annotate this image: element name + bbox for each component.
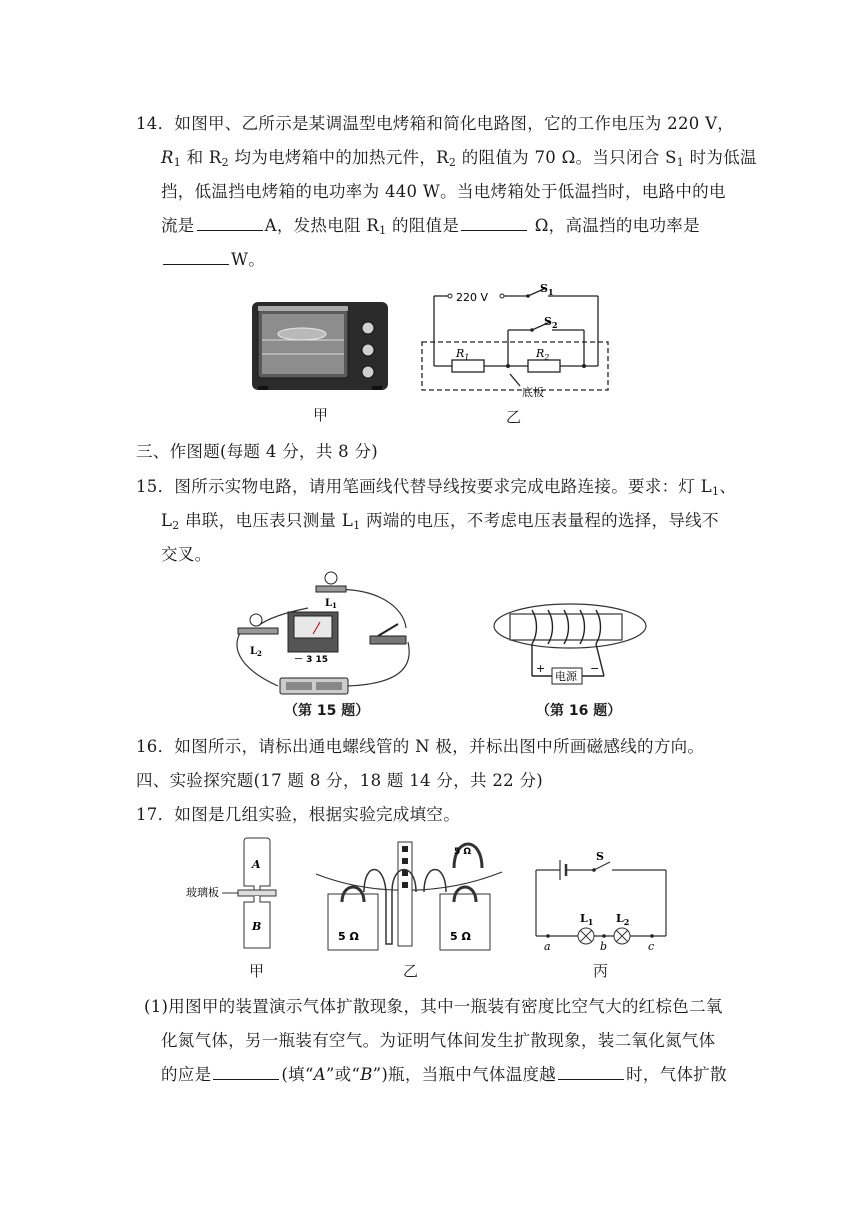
svg-text:－ 3 15: － 3 15 xyxy=(294,655,329,665)
q15-line-2: $L_2$ 串联，电压表只测量 $L_1$ 两端的电压，不考虑电压表量程的选择，导线不 xyxy=(161,511,719,532)
fig-17-yi-caption: 乙 xyxy=(403,962,419,980)
answer-blank[interactable] xyxy=(213,1065,279,1080)
q17-text: 17．如图是几组实验，根据实验完成填空。 xyxy=(136,805,460,824)
fig-17-bing-circuit xyxy=(530,846,676,950)
q17-part1-line-3: 的应是 (填“A”或“B”)瓶，当瓶中气体温度越 时，气体扩散 xyxy=(161,1065,727,1084)
q17-part1-line-1: (1)用图甲的装置演示气体扩散现象，其中一瓶装有密度比空气大的红棕色二氧 xyxy=(144,997,723,1016)
svg-text:c: c xyxy=(648,940,655,950)
svg-text:S2: $S_2$ xyxy=(544,315,558,330)
svg-text:a: a xyxy=(544,940,551,950)
svg-text:R2: $R_2$ xyxy=(536,347,550,362)
fig-16-caption: （第 16 题） xyxy=(536,703,622,719)
answer-blank[interactable] xyxy=(197,216,263,231)
answer-blank[interactable] xyxy=(163,250,229,265)
svg-text:玻璃板: 玻璃板 xyxy=(186,886,219,899)
svg-text:S1: $S_1$ xyxy=(540,282,554,297)
svg-text:L1: $L_1$ xyxy=(580,912,594,927)
fig-17-jia-bottles xyxy=(186,832,286,956)
svg-text:5 Ω: 5 Ω xyxy=(450,930,471,943)
q14-line-1: 14．如图甲、乙所示是某调温型电烤箱和简化电路图，它的工作电压为 220 V， xyxy=(136,114,735,133)
svg-text:底板: 底板 xyxy=(522,386,544,398)
svg-text:S: S xyxy=(596,850,604,863)
svg-text:B: B xyxy=(252,920,262,933)
svg-text:L2: $L_2$ xyxy=(616,912,630,927)
svg-text:−: − xyxy=(590,662,600,675)
answer-blank[interactable] xyxy=(461,216,527,231)
oven-image xyxy=(246,296,396,396)
circuit-diagram-yi xyxy=(416,280,616,398)
q14-line-4: 流是 A，发热电阻 $R_1$ 的阻值是 Ω，高温挡的电功率是 xyxy=(161,216,700,237)
svg-text:L2: $L_2$ xyxy=(250,646,262,658)
q14-line-3: 挡，低温挡电烤箱的电功率为 440 W。当电烤箱处于低温挡时，电路中的电 xyxy=(161,182,726,201)
fig-yi-caption: 乙 xyxy=(506,408,522,426)
q17-part1-line-2: 化氮气体，另一瓶装有空气。为证明气体间发生扩散现象，装二氧化氮气体 xyxy=(161,1031,716,1050)
fig-16-solenoid xyxy=(490,600,650,692)
svg-text:R1: $R_1$ xyxy=(456,347,470,362)
svg-text:5 Ω: 5 Ω xyxy=(338,930,359,943)
q15-line-1: 15．图所示实物电路，请用笔画线代替导线按要求完成电路连接。要求：灯 $L_1$、 xyxy=(136,477,737,498)
fig-15-physical-circuit xyxy=(228,568,418,710)
fig-jia-caption: 甲 xyxy=(313,406,329,424)
svg-text:5 Ω: 5 Ω xyxy=(454,847,472,857)
svg-text:A: A xyxy=(252,858,261,871)
circuit-voltage-label: 220 V xyxy=(456,291,489,304)
svg-text:L1: $L_1$ xyxy=(325,598,337,610)
answer-blank[interactable] xyxy=(558,1065,624,1080)
section-4-heading: 四、实验探究题(17 题 8 分，18 题 14 分，共 22 分) xyxy=(136,771,544,790)
fig-15-caption: （第 15 题） xyxy=(284,703,370,719)
q15-line-3: 交叉。 xyxy=(161,545,212,564)
fig-17-yi-apparatus xyxy=(312,832,506,956)
q16-text: 16．如图所示，请标出通电螺线管的 N 极，并标出图中所画磁感线的方向。 xyxy=(136,737,705,756)
svg-text:b: b xyxy=(600,940,608,950)
q14-line-2: $R_1$ 和 $R_2$ 均为电烤箱中的加热元件，$R_2$ 的阻值为 70 Ω。当只闭合 $S_1$ 时为低温 xyxy=(161,148,757,169)
q14-line-5: W。 xyxy=(161,246,265,270)
svg-text:+: + xyxy=(536,662,546,675)
fig-17-bing-caption: 丙 xyxy=(593,962,609,980)
fig-17-jia-caption: 甲 xyxy=(249,962,265,980)
section-3-heading: 三、作图题(每题 4 分，共 8 分) xyxy=(136,442,379,461)
svg-text:电源: 电源 xyxy=(555,670,577,683)
